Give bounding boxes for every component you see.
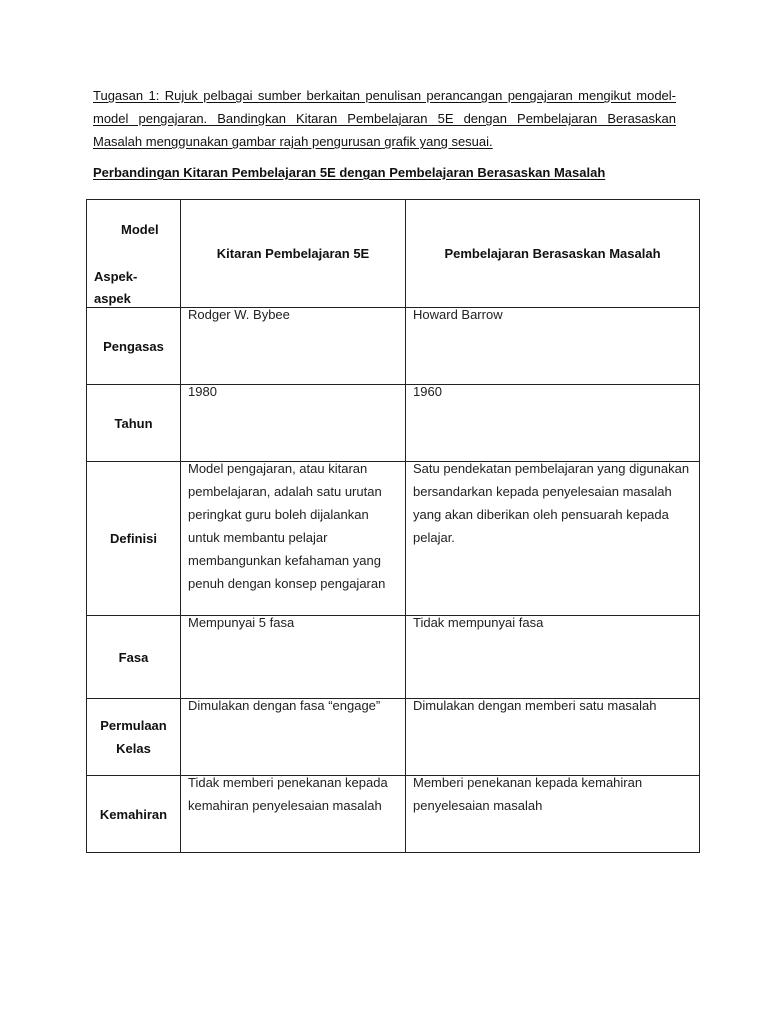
corner-model-label: Model xyxy=(121,222,159,237)
table-corner-cell xyxy=(87,200,181,308)
table-row xyxy=(87,308,700,385)
task-instructions: Tugasan 1: Rujuk pelbagai sumber berkaitan penulisan perancangan pengajaran mengikut model-model pengajaran. Bandingkan Kitaran Pembelajaran 5E dengan Pembelajaran Berasaskan Masalah menggunakan gambar rajah pengurusan grafik yang sesuai. xyxy=(93,88,676,149)
row-header-definisi: Definisi xyxy=(87,462,181,616)
cell-definisi-pbm xyxy=(406,462,700,616)
row-header-fasa: Fasa xyxy=(87,616,181,699)
cell-pengasas-pbm xyxy=(406,308,700,385)
cell-text: 1980 xyxy=(188,384,217,399)
column-header-pbm: Pembelajaran Berasaskan Masalah xyxy=(406,200,700,308)
cell-permulaan-pbm xyxy=(406,699,700,776)
cell-text: Memberi penekanan kepada kemahiran penyelesaian masalah xyxy=(413,775,643,813)
cell-kemahiran-pbm xyxy=(406,776,700,853)
cell-text: Dimulakan dengan fasa “engage” xyxy=(188,698,381,713)
column-header-5e: Kitaran Pembelajaran 5E xyxy=(181,200,406,308)
cell-text: Tidak mempunyai fasa xyxy=(413,615,544,630)
cell-pengasas-5e xyxy=(181,308,406,385)
comparison-heading: Perbandingan Kitaran Pembelajaran 5E dengan Pembelajaran Berasaskan Masalah xyxy=(93,165,606,180)
table-row xyxy=(87,776,700,853)
table-row xyxy=(87,699,700,776)
table-header-row xyxy=(87,200,700,308)
row-header-tahun: Tahun xyxy=(87,385,181,462)
cell-text: Rodger W. Bybee xyxy=(188,307,290,322)
corner-aspect-label: Aspek-aspek xyxy=(94,269,138,306)
cell-fasa-pbm xyxy=(406,616,700,699)
comparison-table xyxy=(86,199,700,853)
cell-text: 1960 xyxy=(413,384,442,399)
cell-text: Tidak memberi penekanan kepada kemahiran penyelesaian masalah xyxy=(188,775,388,813)
cell-text: Satu pendekatan pembelajaran yang digunakan bersandarkan kepada penyelesaian masalah yang akan diberikan oleh pensuarah kepada pelajar. xyxy=(413,461,690,545)
row-header-pengasas: Pengasas xyxy=(87,308,181,385)
cell-permulaan-5e xyxy=(181,699,406,776)
cell-text: Dimulakan dengan memberi satu masalah xyxy=(413,698,657,713)
cell-text: Model pengajaran, atau kitaran pembelajaran, adalah satu urutan peringkat guru boleh dijalankan untuk membantu pelajar membangunkan kefahaman yang penuh dengan konsep pengajaran xyxy=(188,461,386,591)
row-header-kemahiran: Kemahiran xyxy=(87,776,181,853)
table-row xyxy=(87,385,700,462)
table-row xyxy=(87,616,700,699)
cell-text: Mempunyai 5 fasa xyxy=(188,615,295,630)
cell-tahun-pbm xyxy=(406,385,700,462)
cell-fasa-5e xyxy=(181,616,406,699)
row-header-permulaan-kelas: Permulaan Kelas xyxy=(87,699,181,776)
cell-definisi-5e xyxy=(181,462,406,616)
cell-kemahiran-5e xyxy=(181,776,406,853)
cell-tahun-5e xyxy=(181,385,406,462)
cell-text: Howard Barrow xyxy=(413,307,503,322)
table-row xyxy=(87,462,700,616)
